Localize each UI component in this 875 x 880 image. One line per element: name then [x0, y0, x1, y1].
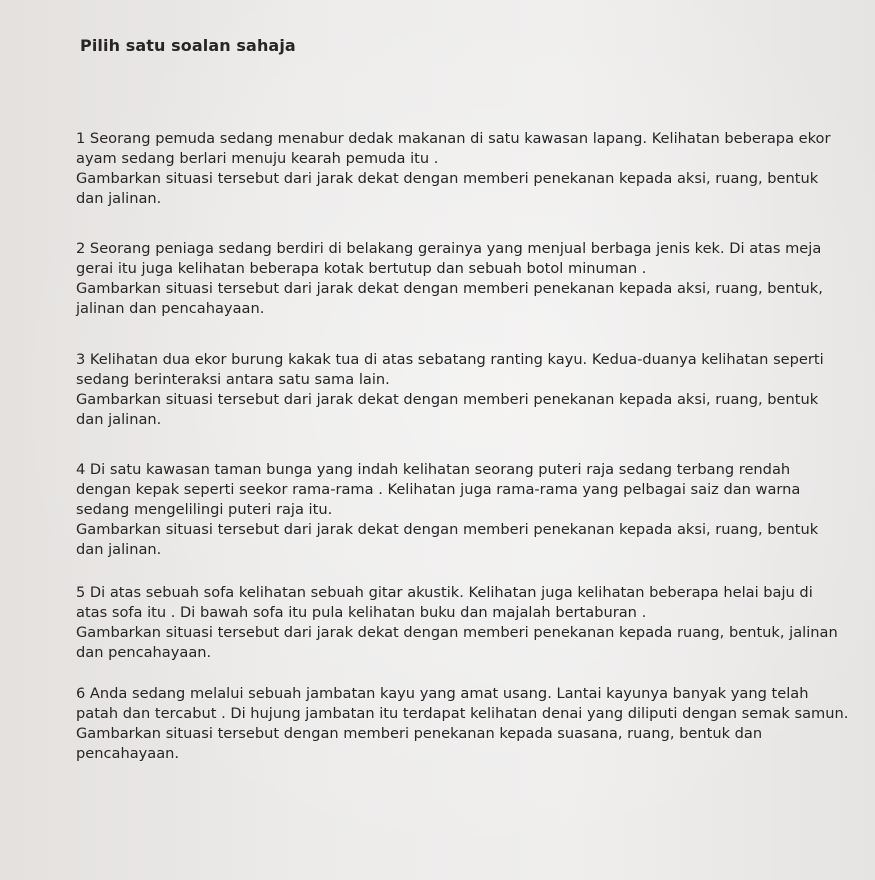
question-instruction-line: Gambarkan situasi tersebut dari jarak dekat dengan memberi penekanan kepada aksi, ruang, bentuk [76, 391, 819, 408]
question-text-line: 6 Anda sedang melalui sebuah jambatan kayu yang amat usang. Lantai kayunya banyak yang telah [76, 685, 809, 702]
question-2 [76, 239, 823, 319]
question-instruction-line: Gambarkan situasi tersebut dari jarak dekat dengan memberi penekanan kepada aksi, ruang, bentuk [76, 170, 819, 187]
question-text-line: sedang berinteraksi antara satu sama lain. [76, 371, 390, 388]
question-1 [76, 129, 831, 209]
question-instruction-line: jalinan dan pencahayaan. [76, 300, 265, 317]
question-text-line: gerai itu juga kelihatan beberapa kotak bertutup dan sebuah botol minuman . [76, 260, 647, 277]
page-heading: Pilih satu soalan sahaja [80, 36, 296, 55]
question-text-line: 1 Seorang pemuda sedang menabur dedak makanan di satu kawasan lapang. Kelihatan beberapa ekor [76, 130, 831, 147]
question-text-line: 3 Kelihatan dua ekor burung kakak tua di atas sebatang ranting kayu. Kedua-duanya kelihatan seperti [76, 351, 824, 368]
question-instruction-line: dan pencahayaan. [76, 644, 212, 661]
question-instruction-line: dan jalinan. [76, 411, 162, 428]
question-text-line: 4 Di satu kawasan taman bunga yang indah kelihatan seorang puteri raja sedang terbang rendah [76, 461, 791, 478]
question-instruction-line: Gambarkan situasi tersebut dari jarak dekat dengan memberi penekanan kepada aksi, ruang, bentuk [76, 521, 819, 538]
question-3 [76, 350, 824, 430]
question-instruction-line: Gambarkan situasi tersebut dari jarak dekat dengan memberi penekanan kepada aksi, ruang, bentuk, [76, 280, 823, 297]
question-instruction-line: Gambarkan situasi tersebut dari jarak dekat dengan memberi penekanan kepada ruang, bentuk, jalinan [76, 624, 838, 641]
question-text-line: ayam sedang berlari menuju kearah pemuda itu . [76, 150, 439, 167]
question-text-line: patah dan tercabut . Di hujung jambatan itu terdapat kelihatan denai yang diliputi dengan semak samun. [76, 705, 849, 722]
question-text-line: dengan kepak seperti seekor rama-rama . Kelihatan juga rama-rama yang pelbagai saiz dan warna [76, 481, 801, 498]
question-instruction-line: pencahayaan. [76, 745, 180, 762]
question-6 [76, 684, 849, 764]
question-5 [76, 583, 838, 663]
question-4 [76, 460, 819, 560]
question-instruction-line: Gambarkan situasi tersebut dengan memberi penekanan kepada suasana, ruang, bentuk dan [76, 725, 763, 742]
question-text-line: 2 Seorang peniaga sedang berdiri di belakang gerainya yang menjual berbaga jenis kek. Di atas meja [76, 240, 822, 257]
question-instruction-line: dan jalinan. [76, 541, 162, 558]
question-text-line: atas sofa itu . Di bawah sofa itu pula kelihatan buku dan majalah bertaburan . [76, 604, 647, 621]
question-instruction-line: dan jalinan. [76, 190, 162, 207]
question-text-line: 5 Di atas sebuah sofa kelihatan sebuah gitar akustik. Kelihatan juga kelihatan beberapa helai baju di [76, 584, 813, 601]
question-text-line: sedang mengelilingi puteri raja itu. [76, 501, 333, 518]
